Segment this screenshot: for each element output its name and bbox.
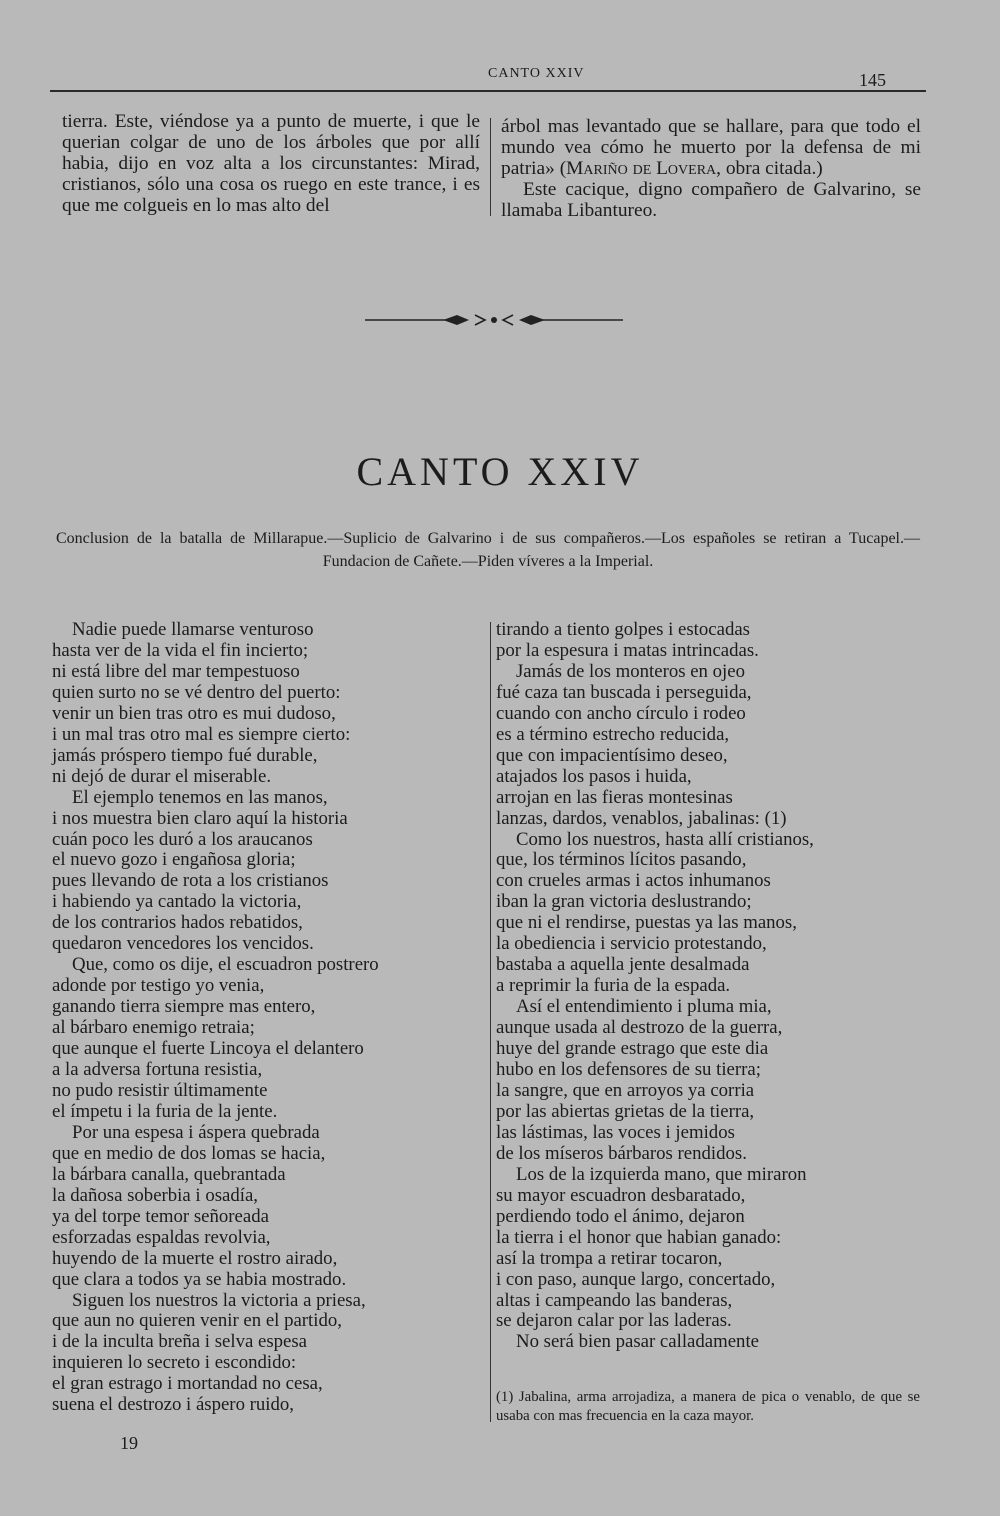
citation-author: (Mariño de Lovera, — [559, 158, 722, 179]
signature-mark: 19 — [120, 1433, 138, 1453]
verse-line: Así el entendimiento i pluma mia, — [516, 996, 772, 1018]
verse-line: no pudo resistir últimamente — [52, 1079, 268, 1101]
verse-line: i con paso, aunque largo, concertado, — [496, 1268, 776, 1290]
running-head — [50, 66, 926, 92]
verse-line: a la adversa fortuna resistia, — [52, 1059, 263, 1081]
verse-line: que, los términos lícitos pasando, — [496, 849, 747, 871]
verse-line: jamás próspero tiempo fué durable, — [52, 744, 318, 766]
verse-line: iban la gran victoria deslustrando; — [496, 891, 752, 913]
verse-line: Por una espesa i áspera quebrada — [72, 1121, 320, 1143]
verse-line: que clara a todos ya se habia mostrado. — [52, 1268, 347, 1290]
verse-line: de los contrarios hados rebatidos, — [52, 912, 303, 934]
verse-line: a reprimir la furia de la espada. — [496, 975, 731, 997]
column-rule-main — [490, 622, 491, 1422]
verse-line: su mayor escuadron desbaratado, — [496, 1184, 746, 1206]
header-rule — [50, 90, 926, 92]
verse-line: que en medio de dos lomas se hacia, — [52, 1142, 326, 1164]
verse-line: por las abiertas grietas de la tierra, — [496, 1100, 755, 1122]
verse-line: suena el destrozo i áspero ruido, — [52, 1394, 294, 1416]
verse-line: hasta ver de la vida el fin incierto; — [52, 639, 309, 661]
verse-line: ya del torpe temor señoreada — [52, 1205, 269, 1227]
verse-line: altas i campeando las banderas, — [496, 1289, 733, 1311]
prose-paragraph: tierra. Este, viéndose ya a punto de muerte, i que le querian colgar de uno de los árboles que por allí habia, dijo en voz alta a los circunstantes: Mirad, cristianos, sólo una cosa os ruego en este trance, i es que me colgueis en lo mas alto del — [62, 111, 480, 216]
verse-line: que con impacientísimo deseo, — [496, 744, 728, 766]
verse-line: así la trompa a retirar tocaron, — [496, 1247, 723, 1269]
verse-line: se dejaron calar por las laderas. — [496, 1310, 732, 1332]
canto-title: CANTO XXIV — [356, 449, 644, 494]
verse-line: la dañosa soberbia i osadía, — [52, 1184, 259, 1206]
verse-line: cuando con ancho círculo i rodeo — [496, 702, 746, 724]
verse-line: es a término estrecho reducida, — [496, 723, 730, 745]
verse-line: quien surto no se vé dentro del puerto: — [52, 681, 341, 703]
verse-line: bastaba a aquella jente desalmada — [496, 954, 750, 976]
verse-line: las lástimas, las voces i jemidos — [496, 1121, 735, 1143]
verse-line: huyendo de la muerte el rostro airado, — [52, 1247, 338, 1269]
verse-line: adonde por testigo yo venia, — [52, 975, 265, 997]
verse-line: inquieren lo secreto i escondido: — [52, 1352, 297, 1374]
verse-line: Nadie puede llamarse venturoso — [72, 619, 314, 640]
verse-line: No será bien pasar calladamente — [516, 1331, 759, 1353]
verse-line: El ejemplo tenemos en las manos, — [72, 786, 328, 808]
verse-line: ni está libre del mar tempestuoso — [52, 660, 300, 682]
citation-tail: obra citada.) — [721, 158, 823, 179]
running-title: CANTO XXIV — [488, 66, 585, 81]
verse-line: al bárbaro enemigo retraia; — [52, 1017, 255, 1039]
verse-line: i habiendo ya cantado la victoria, — [52, 891, 302, 913]
verse-line: el gran estrago i mortandad no cesa, — [52, 1373, 323, 1395]
verse-line: i un mal tras otro mal es siempre cierto: — [52, 723, 351, 745]
verse-line: la bárbara canalla, quebrantada — [52, 1163, 286, 1185]
canto-summary: Conclusion de la batalla de Millarapue.—Suplicio de Galvarino i de sus compañeros.—Los españoles se retiran a Tucapel.—Fundacion de Cañete.—Piden víveres a la Imperial. — [56, 530, 920, 570]
verse-line: Como los nuestros, hasta allí cristianos, — [516, 828, 814, 850]
verse-line: que ni el rendirse, puestas ya las manos, — [496, 912, 797, 934]
verse-line: de los míseros bárbaros rendidos. — [496, 1142, 747, 1164]
verse-line: i de la inculta breña i selva espesa — [52, 1331, 308, 1353]
column-rule-top — [490, 118, 491, 216]
verse-line: pues llevando de rota a los cristianos — [52, 870, 329, 892]
verse-line: ganando tierra siempre mas entero, — [52, 996, 316, 1018]
verse-line: el nuevo gozo i engañosa gloria; — [52, 849, 296, 871]
top-prose-left — [62, 111, 480, 216]
verse-line: la obediencia i servicio protestando, — [496, 933, 767, 955]
verse-line: con crueles armas i actos inhumanos — [496, 870, 771, 892]
ornament-divider — [365, 310, 623, 330]
verse-line: ni dejó de durar el miserable. — [52, 765, 272, 787]
verse-line: Siguen los nuestros la victoria a priesa, — [72, 1289, 366, 1311]
verse-line: fué caza tan buscada i perseguida, — [496, 681, 752, 703]
verse-line: que aunque el fuerte Lincoya el delantero — [52, 1038, 364, 1060]
verse-line: por la espesura i matas intrincadas. — [496, 639, 759, 661]
footnote: (1) Jabalina, arma arrojadiza, a manera de pica o venablo, de que se usaba con mas frecuencia en la caza mayor. — [496, 1389, 920, 1424]
verse-line: i nos muestra bien claro aquí la historia — [52, 807, 348, 829]
prose-paragraph — [501, 116, 921, 179]
verse-line: huye del grande estrago que este dia — [496, 1038, 769, 1060]
verse-line: Que, como os dije, el escuadron postrero — [72, 954, 379, 976]
verse-line: hubo en los defensores de su tierra; — [496, 1059, 761, 1081]
verse-column-right — [496, 620, 814, 1353]
verse-line: arrojan en las fieras montesinas — [496, 786, 733, 808]
top-prose-right — [501, 116, 921, 221]
verse-column-left — [52, 620, 379, 1416]
verse-line: el ímpetu i la furia de la jente. — [52, 1100, 278, 1122]
verse-line: aunque usada al destrozo de la guerra, — [496, 1017, 783, 1039]
prose-paragraph: Este cacique, digno compañero de Galvarino, se llamaba Libantureo. — [501, 179, 921, 221]
verse-line: perdiendo todo el ánimo, dejaron — [496, 1205, 745, 1227]
verse-line: lanzas, dardos, venablos, jabalinas: (1) — [496, 807, 787, 829]
verse-line: atajados los pasos i huida, — [496, 765, 692, 787]
verse-line: que aun no quieren venir en el partido, — [52, 1310, 342, 1332]
page-number: 145 — [859, 70, 886, 90]
verse-line: Los de la izquierda mano, que miraron — [516, 1163, 807, 1185]
verse-line: tirando a tiento golpes i estocadas — [496, 619, 750, 640]
verse-line: Jamás de los monteros en ojeo — [516, 660, 745, 682]
verse-line: la tierra i el honor que habian ganado: — [496, 1226, 782, 1248]
verse-line: esforzadas espaldas revolvia, — [52, 1226, 271, 1248]
verse-line: quedaron vencedores los vencidos. — [52, 933, 314, 955]
verse-line: venir un bien tras otro es mui dudoso, — [52, 702, 336, 724]
verse-line: cuán poco les duró a los araucanos — [52, 828, 313, 850]
prose-text: árbol mas levantado que se hallare, para que todo el mundo vea cómo he muerto por la defensa de mi patria» — [501, 116, 921, 179]
verse-line: la sangre, que en arroyos ya corria — [496, 1079, 755, 1101]
